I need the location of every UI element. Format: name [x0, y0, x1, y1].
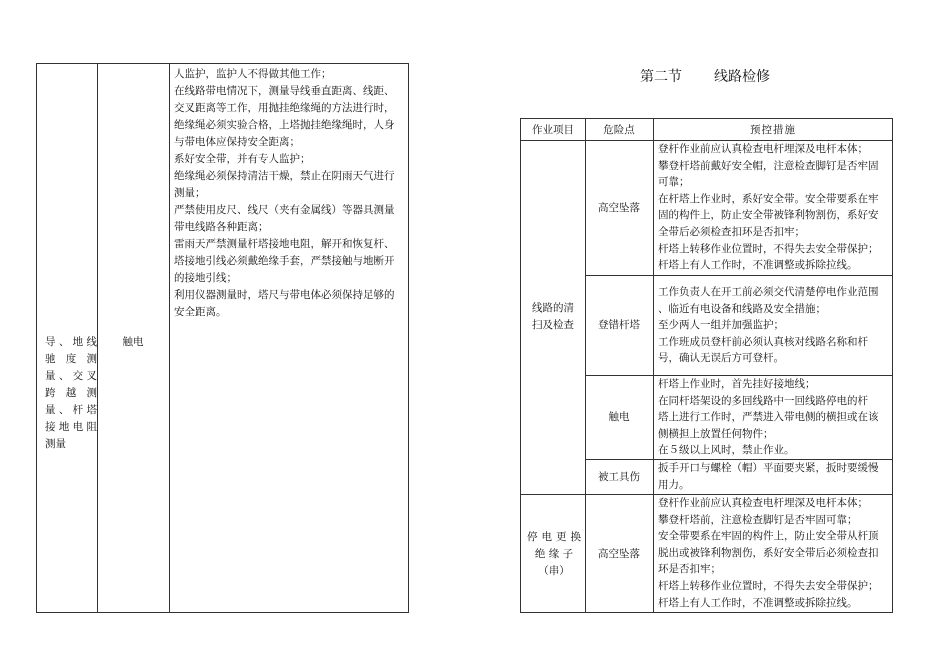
- header-work-item: 作业项目: [532, 124, 574, 136]
- section-title: 线路检修: [714, 69, 770, 85]
- header-measures: 预控措施: [750, 124, 796, 136]
- measure-line: 杆塔上转移作业位置时，不得失去安全带保护；: [658, 242, 879, 255]
- measure-line: 带电线路各种距离；: [174, 221, 269, 233]
- measure-line: 绝缘绳必须实验合格，上塔抛挂绝缘绳时，人身: [174, 119, 395, 131]
- measures-fall: [658, 141, 890, 274]
- measure-line: 在杆塔上作业时，系好安全带。安全带要系在牢: [658, 192, 879, 205]
- work-item-line: 驰度测: [45, 353, 97, 365]
- measure-line: 杆塔上转移作业位置时，不得失去安全带保护；: [658, 579, 879, 592]
- measure-line: 工作班成员登杆前必须认真核对线路名称和杆: [658, 335, 868, 348]
- left-measures: [174, 66, 406, 321]
- hazard-electric-shock: 触电: [608, 411, 630, 423]
- measures-electric-shock: [658, 376, 890, 459]
- measure-line: 固的构件上，防止安全带被锋利物割伤，系好安: [658, 209, 879, 222]
- header-hazard: 危险点: [603, 124, 635, 136]
- work-item-line: 扫及检查: [532, 319, 574, 331]
- measure-line: 杆塔上有人工作时，不准调整或拆除拉线。: [658, 596, 858, 609]
- measures-tool-injury: [658, 460, 890, 493]
- measure-line: 严禁使用皮尺、线尺（夹有金属线）等器具测量: [174, 204, 395, 216]
- hazard-fall: 高空坠落: [598, 202, 640, 214]
- measure-line: 环是否扣牢；: [658, 563, 721, 576]
- section-number: 第二节: [640, 69, 682, 85]
- measure-line: 工作负责人在开工前必须交代清楚停电作业范围: [658, 286, 879, 298]
- measure-line: 杆塔上有人工作时，不准调整或拆除拉线。: [658, 259, 858, 272]
- measure-line: 侧横担上放置任何物件；: [658, 427, 774, 440]
- work-item-line: 量、杆塔: [45, 404, 97, 416]
- measure-line: 攀登杆塔前，注意检查脚钉是否牢固可靠；: [658, 513, 858, 526]
- measure-line: 安全带要系在牢固的构件上，防止安全带从杆顶: [658, 530, 879, 543]
- table-divider: [585, 275, 892, 276]
- measure-line: 塔上进行工作时，严禁进入带电侧的横担或在该: [658, 411, 879, 424]
- measure-line: 系好安全带，并有专人监护；: [174, 153, 311, 165]
- measure-line: 杆塔上作业时，首先挂好接地线；: [658, 378, 816, 390]
- left-hazard: 触电: [122, 336, 144, 348]
- measures-fall-2: [658, 495, 890, 611]
- measure-line: 可靠；: [658, 176, 690, 189]
- table-divider: [653, 119, 654, 612]
- measure-line: 安全距离。: [174, 306, 227, 318]
- work-item-line: 导、地线: [45, 336, 97, 348]
- hazard-wrong-tower: 登错杆塔: [598, 319, 640, 331]
- measure-line: 扳手开口与螺栓（帽）平面要夹紧，扳时要缓慢: [658, 462, 879, 474]
- measure-line: 用力。: [658, 478, 690, 491]
- measure-line: 脱出或被锋利物割伤，系好安全带后必须检查扣: [658, 546, 879, 559]
- measure-line: 、临近有电设备和线路及安全措施；: [658, 302, 826, 315]
- measure-line: 全带后必须检查扣环是否扣牢；: [658, 225, 805, 238]
- left-table: [36, 63, 409, 613]
- hazard-fall-2: 高空坠落: [598, 548, 640, 560]
- measure-line: 在５级以上风时，禁止作业。: [658, 444, 795, 457]
- measure-line: 号，确认无误后方可登杆。: [658, 352, 784, 365]
- measure-line: 登杆作业前应认真检查电杆埋深及电杆本体；: [658, 143, 868, 155]
- measure-line: 塔接地引线必须戴绝缘手套，严禁接触与地断开: [174, 255, 395, 267]
- work-item-cleaning: [523, 300, 583, 334]
- left-work-item: [45, 334, 97, 453]
- section-heading: [640, 66, 770, 86]
- left-table-divider: [169, 64, 170, 612]
- measure-line: 的接地引线；: [174, 272, 237, 284]
- measure-line: 测量；: [174, 187, 206, 199]
- measure-line: 利用仪器测量时，塔尺与带电体必须保持足够的: [174, 289, 395, 301]
- measure-line: 人监护，监护人不得做其他工作；: [174, 68, 332, 80]
- measure-line: 在同杆塔架设的多回线路中一回线路停电的杆: [658, 394, 868, 407]
- measure-line: 攀登杆塔前戴好安全帽，注意检查脚钉是否牢固: [658, 159, 879, 172]
- work-item-line: 停电更换: [527, 531, 581, 543]
- measure-line: 在线路带电情况下，测量导线垂直距离、线距、: [174, 85, 395, 97]
- hazard-tool-injury: 被工具伤: [598, 471, 640, 483]
- work-item-line: 线路的清: [532, 302, 574, 314]
- work-item-line: 接地电阻: [45, 421, 97, 433]
- measure-line: 登杆作业前应认真检查电杆埋深及电杆本体；: [658, 497, 868, 509]
- table-divider: [585, 119, 586, 612]
- measure-line: 交叉距离等工作，用抛挂绝缘绳的方法进行时，: [174, 102, 395, 114]
- right-table: [520, 118, 893, 613]
- work-item-line: 绝 缘 子: [534, 548, 574, 560]
- measure-line: 雷雨天严禁测量杆塔接地电阻，解开和恢复杆、: [174, 238, 395, 250]
- work-item-line: 测量: [45, 438, 66, 450]
- measure-line: 至少两人一组并加强监护；: [658, 319, 784, 332]
- measures-wrong-tower: [658, 284, 890, 367]
- work-item-line: （串）: [538, 565, 570, 577]
- work-item-line: 跨越测: [45, 387, 97, 399]
- measure-line: 与带电体应保持安全距离；: [174, 136, 300, 148]
- work-item-line: 量、交叉: [45, 370, 97, 382]
- measure-line: 绝缘绳必须保持清洁干燥，禁止在阴雨天气进行: [174, 170, 395, 182]
- work-item-insulator: [527, 529, 581, 580]
